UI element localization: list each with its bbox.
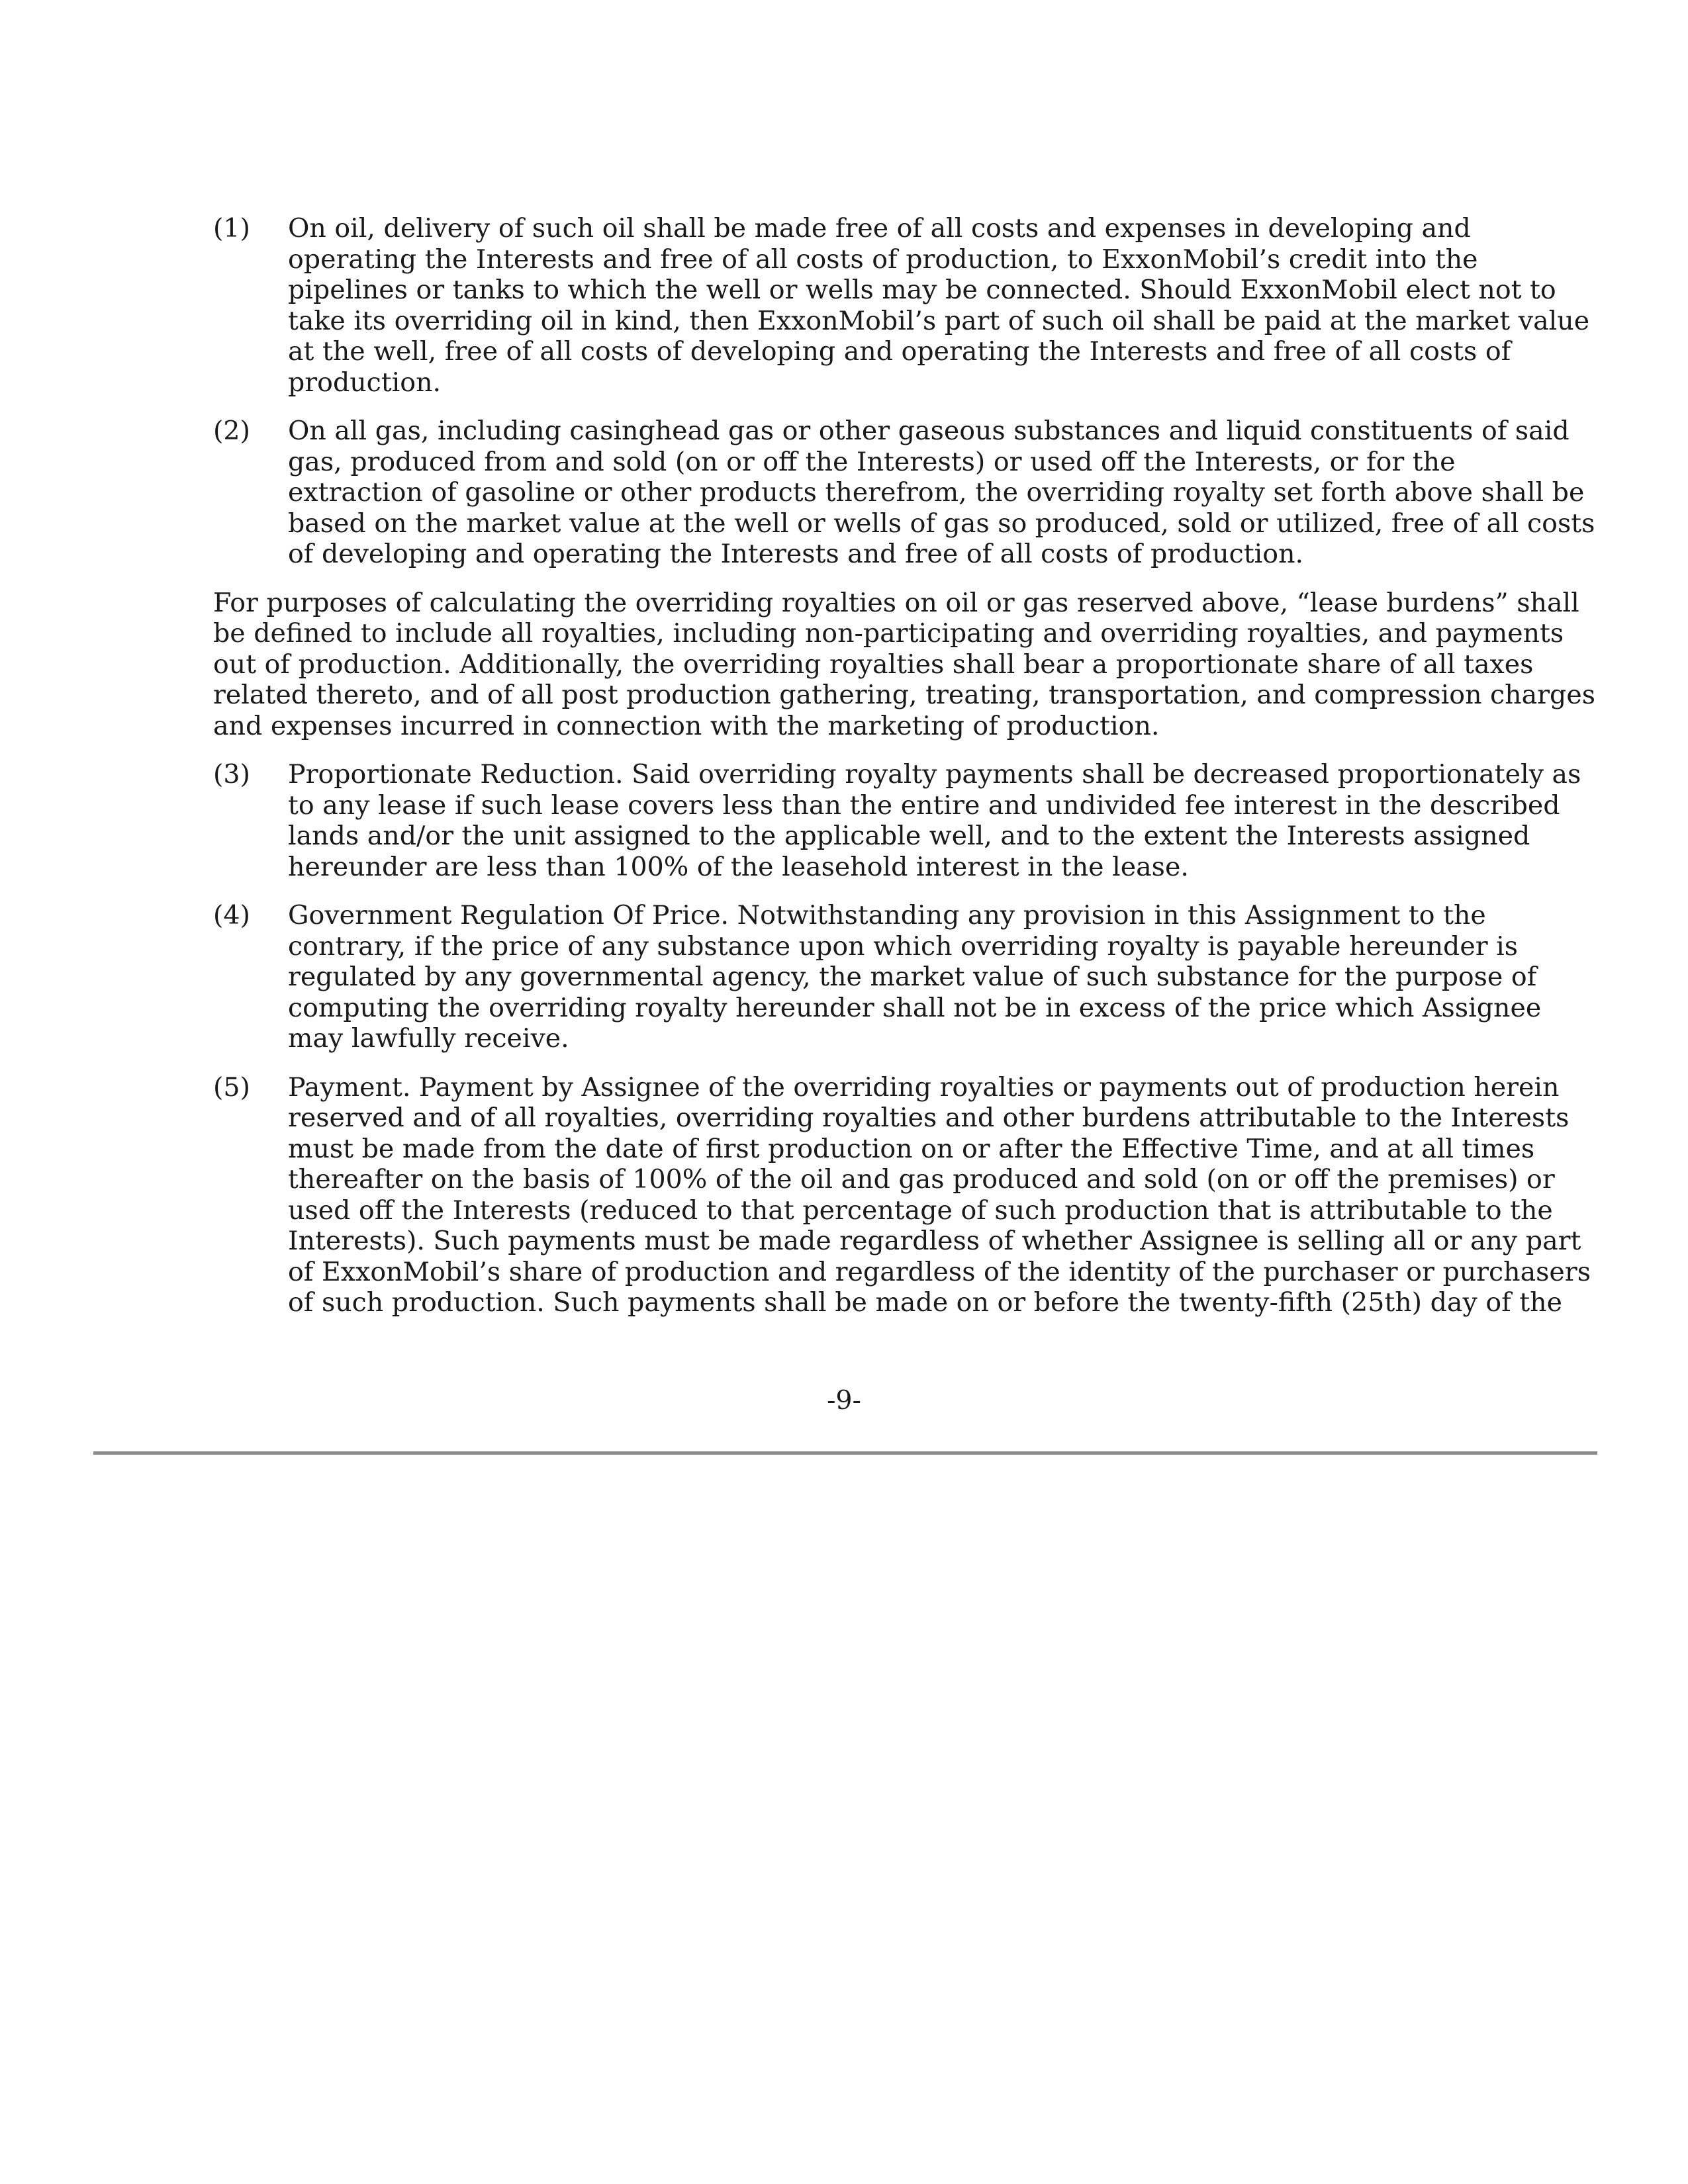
list-item-4 bbox=[213, 900, 1598, 1054]
list-item-text: Payment. Payment by Assignee of the overriding royalties or payments out of production herein reserved and of all royalties, overriding royalties and other burdens attributable to the Interests must be made from the date of first production on or after the Effective Time, and at all times thereafter on the basis of 100% of the oil and gas produced and sold (on or off the premises) or used off the Interests (reduced to that percentage of such production that is attributable to the Interests). Such payments must be made regardless of whether Assignee is selling all or any part of ExxonMobil’s share of production and regardless of the identity of the purchaser or purchasers of such production. Such payments shall be made on or before the twenty-fifth (25th) day of the bbox=[288, 1071, 1591, 1318]
lease-burdens-paragraph: For purposes of calculating the overriding royalties on oil or gas reserved above, “lease burdens” shall be defined to include all royalties, including non-participating and overriding royalties, and payments out of production. Additionally, the overriding royalties shall bear a proportionate share of all taxes related thereto, and of all post production gathering, treating, transportation, and compression charges and expenses incurred in connection with the marketing of production. bbox=[213, 587, 1595, 741]
list-item-number: (2) bbox=[213, 416, 250, 446]
list-item-5 bbox=[213, 1072, 1598, 1318]
list-item-text: On all gas, including casinghead gas or other gaseous substances and liquid constituents of said gas, produced from and sold (on or off the Interests) or used off the Interests, or for the extraction of gasoline or other products therefrom, the overriding royalty set forth above shall be based on the market value at the well or wells of gas so produced, sold or utilized, free of all costs of developing and operating the Interests and free of all costs of production. bbox=[288, 416, 1595, 569]
list-item-text: On oil, delivery of such oil shall be made free of all costs and expenses in developing and operating the Interests and free of all costs of production, to ExxonMobil’s credit into the pipelines or tanks to which the well or wells may be connected. Should ExxonMobil elect not to take its overriding oil in kind, then ExxonMobil’s part of such oil shall be paid at the market value at the well, free of all costs of developing and operating the Interests and free of all costs of production. bbox=[288, 213, 1590, 398]
list-item-1 bbox=[213, 213, 1598, 398]
list-item-text: Proportionate Reduction. Said overriding royalty payments shall be decreased proportionately as to any lease if such lease covers less than the entire and undivided fee interest in the described lands and/or the unit assigned to the applicable well, and to the extent the Interests assigned hereunder are less than 100% of the leasehold interest in the lease. bbox=[288, 759, 1581, 882]
list-item-number: (5) bbox=[213, 1071, 250, 1103]
list-item-3 bbox=[213, 759, 1598, 882]
page-number: -9- bbox=[827, 1385, 861, 1416]
list-item-2 bbox=[213, 416, 1598, 570]
list-item-number: (4) bbox=[213, 900, 250, 931]
list-item-number: (1) bbox=[213, 213, 250, 244]
list-item-text: Government Regulation Of Price. Notwithstanding any provision in this Assignment to the contrary, if the price of any substance upon which overriding royalty is payable hereunder is regulated by any governmental agency, the market value of such substance for the purpose of computing the overriding royalty hereunder shall not be in excess of the price which Assignee may lawfully receive. bbox=[288, 900, 1542, 1054]
list-item-number: (3) bbox=[213, 759, 250, 790]
document-body bbox=[213, 213, 1598, 1336]
page-divider bbox=[93, 1451, 1597, 1455]
